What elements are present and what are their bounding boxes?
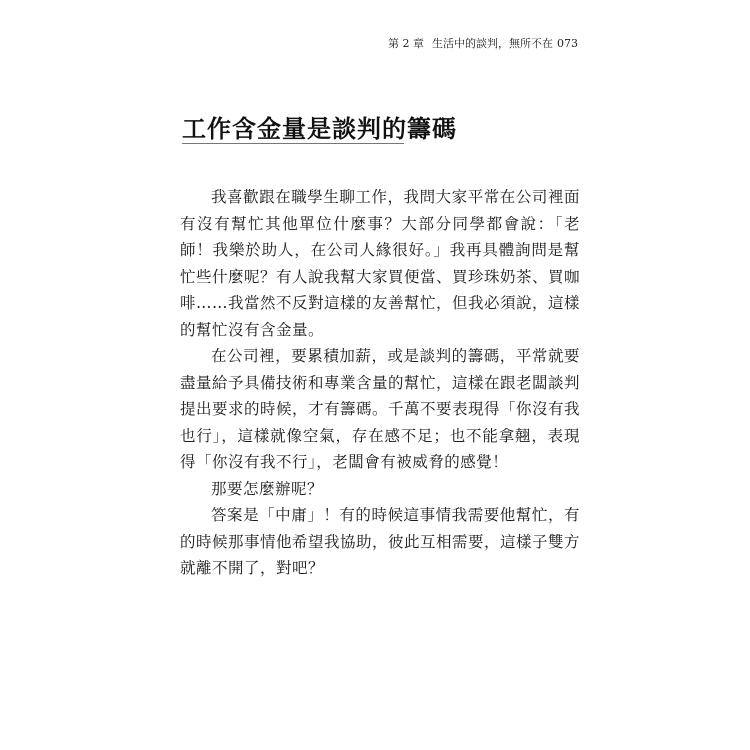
section-title: 工作含金量是談判的籌碼: [182, 115, 457, 143]
chapter-number: 第 2 章: [388, 37, 424, 50]
paragraph-2: 在公司裡，要累積加薪，或是談判的籌碼，平常就要盡量給予具備技術和專業含量的幫忙，這樣在跟老闆談判提出要求的時候，才有籌碼。千萬不要表現得「你沒有我也行」，這樣就像空氣，存在感不足；也不能拿翹，表現得「你沒有我不行」，老闆會有被威脅的感覺！: [180, 347, 581, 471]
body-text: [180, 184, 580, 582]
running-header: [388, 35, 578, 53]
title-underline-divider: [182, 143, 404, 144]
paragraph-1: 我喜歡跟在職學生聊工作，我問大家平常在公司裡面有沒有幫忙其他單位什麼事？大部分同學都會說：「老師！我樂於助人，在公司人緣很好。」我再具體詢問是幫忙些什麼呢？有人說我幫大家買便當、買珍珠奶茶、買咖啡……我當然不反對這樣的友善幫忙，但我必須說，這樣的幫忙沒有含金量。: [180, 188, 581, 339]
paragraph-3: 那要怎麼辦呢？: [211, 479, 324, 498]
paragraph-4: 答案是「中庸」！有的時候這事情我需要他幫忙，有的時候那事情他希望我協助，彼此互相需要，這樣子雙方就離不開了，對吧？: [180, 506, 581, 577]
page-number: 073: [557, 37, 578, 50]
chapter-title: 生活中的談判，無所不在: [432, 37, 553, 50]
